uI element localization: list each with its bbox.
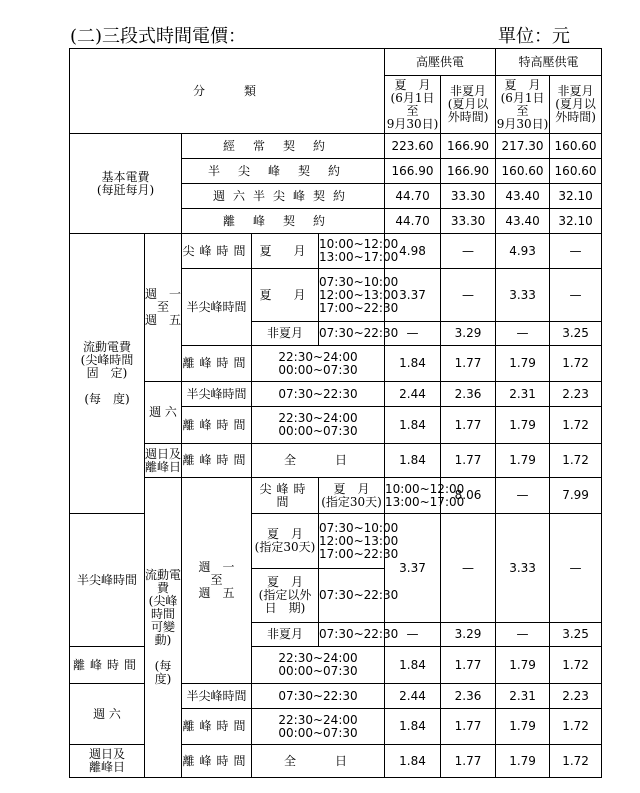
classify-header: 分 類 (70, 49, 385, 134)
rate-cell: 1.77 (441, 444, 496, 478)
rate-cell: 2.23 (550, 684, 602, 709)
rate-cell: 1.79 (496, 709, 550, 745)
rate-cell: — (496, 623, 550, 647)
rate-cell: 1.72 (550, 444, 602, 478)
time-range: 22:30~24:00 00:00~07:30 (252, 709, 385, 745)
time-range: 07:30~22:30 (319, 322, 385, 346)
off-peak-period-label: 離峰時間 (182, 745, 252, 778)
rate-cell: — (385, 322, 441, 346)
season-label: 夏 月 (指定30天) (319, 478, 385, 514)
rate-cell: 43.40 (496, 209, 550, 234)
rate-cell: 1.84 (385, 745, 441, 778)
rate-cell: 1.72 (550, 407, 602, 444)
tariff-table (69, 48, 602, 778)
rate-cell: 2.31 (496, 382, 550, 407)
page-title: (二)三段式時間電價： (70, 26, 247, 47)
rate-cell: 4.98 (385, 234, 441, 269)
semi-peak-period-label: 半尖峰時間 (182, 269, 252, 346)
rate-cell: 1.79 (496, 444, 550, 478)
time-range: 07:30~22:30 (319, 569, 385, 623)
weekday-label: 週 一 至 週 五 (145, 234, 182, 382)
all-day-label: 全 日 (252, 745, 385, 778)
rate-cell: 3.25 (550, 322, 602, 346)
rate-cell: 160.60 (550, 134, 602, 159)
rate-cell: 1.72 (550, 647, 602, 684)
time-range: 10:00~12:00 13:00~17:00 (385, 478, 441, 514)
sunday-offpeak-day-label: 週日及 離峰日 (70, 745, 145, 778)
peak-period-label: 尖峰時間 (252, 478, 319, 514)
hv-summer-header: 夏 月 (6月1日至 9月30日) (385, 76, 441, 134)
rate-cell: 2.36 (441, 684, 496, 709)
rate-cell: 1.84 (385, 647, 441, 684)
rate-cell: 166.90 (385, 159, 441, 184)
rate-cell: 32.10 (550, 209, 602, 234)
off-peak-period-label: 離峰時間 (182, 407, 252, 444)
time-range: 10:00~12:00 13:00~17:00 (319, 234, 385, 269)
rate-cell: 1.72 (550, 346, 602, 382)
off-peak-period-label: 離峰時間 (182, 346, 252, 382)
energy-charge-fixed-label: 流動電費 (尖峰時間 固 定) (每 度) (70, 234, 145, 514)
semi-peak-period-label: 半尖峰時間 (182, 684, 252, 709)
rate-cell: — (496, 322, 550, 346)
off-peak-period-label: 離峰時間 (182, 709, 252, 745)
semi-peak-period-label: 半尖峰時間 (70, 514, 145, 647)
rate-cell: 1.72 (550, 709, 602, 745)
rate-cell: 3.37 (385, 269, 441, 322)
rate-cell: 1.79 (496, 745, 550, 778)
rate-cell: 33.30 (441, 209, 496, 234)
rate-cell: 2.36 (441, 382, 496, 407)
rate-cell: 44.70 (385, 209, 441, 234)
high-voltage-header: 高壓供電 (385, 49, 496, 76)
time-range: 07:30~10:00 12:00~13:00 17:00~22:30 (319, 514, 385, 569)
energy-charge-variable-label: 流動電費 (尖峰時間 可變動) (每 度) (145, 478, 182, 778)
time-range: 22:30~24:00 00:00~07:30 (252, 346, 385, 382)
rate-cell: — (441, 234, 496, 269)
unit-label: 單位：元 (498, 26, 570, 47)
rate-cell: 32.10 (550, 184, 602, 209)
contract-type: 半尖峰契約 (182, 159, 385, 184)
rate-cell: 3.33 (496, 269, 550, 322)
season-label: 夏 月 (指定以外 日 期) (252, 569, 319, 623)
time-range: 07:30~22:30 (319, 623, 385, 647)
rate-cell: — (441, 269, 496, 322)
rate-cell: 1.84 (385, 407, 441, 444)
all-day-label: 全 日 (252, 444, 385, 478)
time-range: 07:30~22:30 (252, 382, 385, 407)
season-label: 夏 月 (指定30天) (252, 514, 319, 569)
peak-period-label: 尖峰時間 (182, 234, 252, 269)
rate-cell: — (496, 478, 550, 514)
sunday-offpeak-day-label: 週日及 離峰日 (145, 444, 182, 478)
rate-cell: 3.25 (550, 623, 602, 647)
saturday-label: 週 六 (70, 684, 145, 745)
off-peak-period-label: 離峰時間 (70, 647, 145, 684)
season-label: 夏 月 (252, 234, 319, 269)
rate-cell: 1.79 (496, 407, 550, 444)
ehv-nonsummer-header: 非夏月 (夏月以 外時間) (550, 76, 602, 134)
time-range: 22:30~24:00 00:00~07:30 (252, 647, 385, 684)
season-label: 非夏月 (252, 623, 319, 647)
rate-cell: 1.77 (441, 709, 496, 745)
rate-cell: 1.77 (441, 745, 496, 778)
rate-cell: 2.44 (385, 684, 441, 709)
rate-cell: 3.33 (496, 514, 550, 623)
time-range: 07:30~22:30 (252, 684, 385, 709)
extra-high-voltage-header: 特高壓供電 (496, 49, 602, 76)
ehv-summer-header: 夏 月 (6月1日至 9月30日) (496, 76, 550, 134)
contract-type: 經常契約 (182, 134, 385, 159)
hv-nonsummer-header: 非夏月 (夏月以 外時間) (441, 76, 496, 134)
rate-cell: 1.77 (441, 647, 496, 684)
rate-cell: 1.84 (385, 346, 441, 382)
rate-cell: 1.79 (496, 346, 550, 382)
rate-cell: 160.60 (550, 159, 602, 184)
contract-type: 週六半尖峰契約 (182, 184, 385, 209)
rate-cell: 4.93 (496, 234, 550, 269)
rate-cell: 223.60 (385, 134, 441, 159)
semi-peak-period-label: 半尖峰時間 (182, 382, 252, 407)
rate-cell: 3.29 (441, 322, 496, 346)
rate-cell: 3.37 (385, 514, 441, 623)
rate-cell: 1.84 (385, 709, 441, 745)
rate-cell: 2.31 (496, 684, 550, 709)
rate-cell: — (550, 234, 602, 269)
season-label: 非夏月 (252, 322, 319, 346)
saturday-label: 週 六 (145, 382, 182, 444)
rate-cell: 1.79 (496, 647, 550, 684)
rate-cell: 1.77 (441, 346, 496, 382)
rate-cell: 2.44 (385, 382, 441, 407)
rate-cell: — (550, 269, 602, 322)
rate-cell: 1.77 (441, 407, 496, 444)
basic-charge-label: 基本電費 (每瓩每月) (70, 134, 182, 234)
contract-type: 離峰契約 (182, 209, 385, 234)
rate-cell: 2.23 (550, 382, 602, 407)
rate-cell: 7.99 (550, 478, 602, 514)
rate-cell: 33.30 (441, 184, 496, 209)
rate-cell: 160.60 (496, 159, 550, 184)
off-peak-period-label: 離峰時間 (182, 444, 252, 478)
rate-cell: 8.06 (441, 478, 496, 514)
rate-cell: 3.29 (441, 623, 496, 647)
rate-cell: 217.30 (496, 134, 550, 159)
time-range: 07:30~10:00 12:00~13:00 17:00~22:30 (319, 269, 385, 322)
rate-cell: 43.40 (496, 184, 550, 209)
rate-cell: 44.70 (385, 184, 441, 209)
rate-cell: 1.84 (385, 444, 441, 478)
rate-cell: — (385, 623, 441, 647)
time-range: 22:30~24:00 00:00~07:30 (252, 407, 385, 444)
rate-cell: — (441, 514, 496, 623)
rate-cell: 166.90 (441, 159, 496, 184)
weekday-label: 週 一 至 週 五 (182, 478, 252, 684)
rate-cell: — (550, 514, 602, 623)
season-label: 夏 月 (252, 269, 319, 322)
rate-cell: 166.90 (441, 134, 496, 159)
rate-cell: 1.72 (550, 745, 602, 778)
